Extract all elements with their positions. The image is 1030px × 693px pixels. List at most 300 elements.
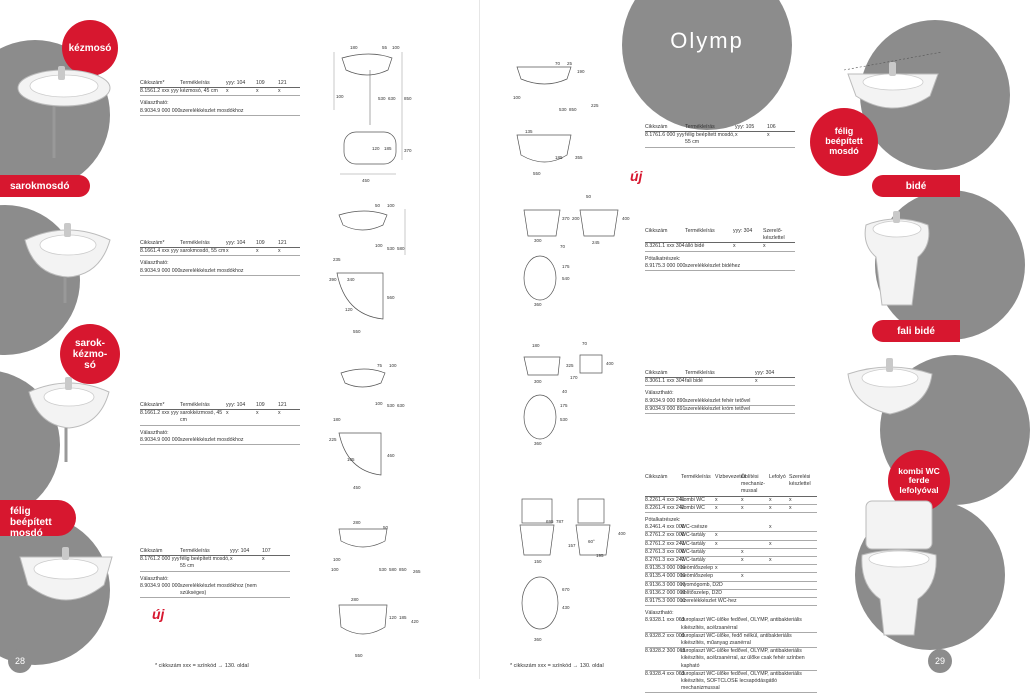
title-circle bbox=[622, 0, 792, 130]
label-feligbeepitett-left bbox=[0, 500, 76, 539]
col-color-1: yyy: 104 bbox=[226, 80, 246, 86]
table-row bbox=[645, 598, 817, 606]
dim-label: 185 bbox=[555, 155, 563, 160]
cell-x: x bbox=[789, 504, 792, 511]
dim-label: 340 bbox=[347, 277, 355, 282]
cell-x: x bbox=[769, 557, 772, 564]
dim-label: 370 bbox=[562, 216, 570, 221]
cell-x bbox=[741, 590, 769, 597]
cell-desc: beömlőszelep bbox=[681, 565, 714, 572]
cell-desc: WC-tartály bbox=[681, 557, 706, 564]
cell-code: 8.1561.2 xxx yyy bbox=[140, 88, 179, 95]
label-feligbeepitett-left-text: félig beépített mosdó bbox=[10, 506, 52, 539]
cell-code: 8.9034.9 000 000 bbox=[140, 436, 181, 443]
parts-label: Pótalkatrészek: bbox=[645, 517, 681, 524]
table-row bbox=[645, 497, 817, 505]
cell-x bbox=[715, 524, 741, 531]
left-page bbox=[0, 0, 480, 679]
photo-kombi bbox=[852, 495, 947, 645]
cell-code: 8.3261.1 xxx 304 bbox=[645, 243, 685, 250]
dim-label: 40 bbox=[562, 389, 568, 394]
table-head bbox=[140, 548, 290, 556]
cell-x: x bbox=[226, 410, 229, 417]
col-color-2: 109 bbox=[256, 402, 265, 408]
cell-code: 8.1661.4 xxx yyy bbox=[140, 248, 179, 255]
table-row bbox=[140, 248, 300, 256]
col-color-1: yyy: 105 bbox=[735, 124, 755, 130]
dim-label: 25 bbox=[567, 61, 573, 66]
table-row bbox=[645, 532, 817, 540]
cell-desc: szerelékkészlet bidéhez bbox=[685, 262, 741, 269]
table-row bbox=[645, 648, 817, 671]
cell-x bbox=[715, 590, 741, 597]
cell-x: x bbox=[278, 410, 281, 417]
cell-x: x bbox=[278, 88, 281, 95]
col-color-1: yyy: 104 bbox=[226, 402, 246, 408]
dim-label: 355 bbox=[575, 155, 583, 160]
footnote-left: * cikkszám xxx = színkód → 130. oldal bbox=[155, 663, 249, 669]
dim-label: 100 bbox=[336, 94, 344, 99]
cell-code: 8.3061.1 xxx 304 bbox=[645, 378, 685, 385]
cell-x: x bbox=[769, 496, 772, 503]
col-color-3: 121 bbox=[278, 240, 287, 246]
label-sarokmosdo bbox=[0, 175, 90, 197]
table-kombi-wc bbox=[645, 474, 817, 693]
cell-desc: szerelékkészlet fehér tetővel bbox=[685, 397, 751, 404]
cell-desc: kézmosó, 45 cm bbox=[180, 88, 218, 95]
brand-title: Olymp bbox=[670, 28, 744, 53]
table-row bbox=[645, 243, 795, 251]
cell-code: 8.9175.3 000 000 bbox=[645, 262, 686, 269]
cell-code: 8.2761.2 xxx 241 bbox=[645, 540, 685, 547]
dim-label: 540 bbox=[562, 276, 570, 281]
dim-label: 185 bbox=[384, 146, 392, 151]
dim-label: 850 bbox=[404, 96, 412, 101]
dim-label: 390 bbox=[329, 277, 337, 282]
cell-x bbox=[769, 573, 789, 580]
col-color-2: 107 bbox=[262, 548, 271, 554]
cell-x bbox=[715, 582, 741, 589]
cell-desc: WC-tartály bbox=[681, 540, 706, 547]
col-termekleiras: Termékleírás bbox=[685, 228, 715, 234]
cell-x bbox=[789, 524, 815, 531]
dim-label: 200 bbox=[572, 216, 580, 221]
col-color-2: 106 bbox=[767, 124, 776, 130]
dim-label: 530 bbox=[378, 96, 386, 101]
col-lefolyo: Lefolyó bbox=[769, 474, 786, 480]
cell-desc: félig beépített mosdó, 55 cm bbox=[180, 556, 230, 570]
table-row bbox=[140, 268, 300, 276]
dim-label: 550 bbox=[353, 329, 361, 334]
col-cikkszam: Cikkszám bbox=[645, 474, 668, 480]
dim-label: 120 bbox=[372, 146, 380, 151]
options-list bbox=[645, 617, 817, 693]
cell-x bbox=[741, 598, 769, 605]
col-cikkszam: Cikkszám* bbox=[140, 402, 165, 408]
opt-label: Választható: bbox=[140, 429, 169, 436]
col-termekleiras: Termékleírás bbox=[685, 370, 715, 376]
cell-x: x bbox=[262, 556, 265, 563]
dim-label: 225 bbox=[591, 103, 599, 108]
cell-code: 8.9135.3 000 000 bbox=[645, 565, 686, 572]
cell-desc: kombi WC bbox=[681, 504, 705, 511]
dim-label: 630 bbox=[397, 403, 405, 408]
table-head bbox=[645, 124, 795, 132]
cell-desc: öblítőszelep, D2D bbox=[681, 589, 722, 596]
col-termekleiras: Termékleírás bbox=[180, 80, 210, 86]
dim-label: 265 bbox=[413, 569, 421, 574]
dim-label: 170 bbox=[570, 375, 578, 380]
table-head bbox=[645, 370, 795, 378]
opt-label: Választható: bbox=[140, 100, 169, 107]
cell-x: x bbox=[278, 248, 281, 255]
opt-label: Választható: bbox=[645, 390, 674, 397]
drawing-sarokkezmoso bbox=[325, 355, 435, 495]
dim-label: 100 bbox=[333, 557, 341, 562]
dim-label: 695 bbox=[546, 519, 554, 524]
dim-label: 135 bbox=[525, 129, 533, 134]
table-row bbox=[645, 398, 795, 406]
cell-desc: duroplaszt WC-ülőke fedővel, OLYMP, antibakteriális kikészítés, SOFTCLOSE lecsapódásgátló mechanizmussal bbox=[681, 670, 802, 692]
opt-label: Választható: bbox=[645, 610, 674, 617]
dim-label: 400 bbox=[622, 216, 630, 221]
cell-code: 8.2461.4 xxx 000 bbox=[645, 524, 685, 531]
cell-x: x bbox=[755, 378, 758, 385]
photo-feligbeepitett-right bbox=[838, 40, 948, 120]
cell-x bbox=[769, 582, 789, 589]
dim-label: 180 bbox=[350, 45, 358, 50]
table-feligbeepitett-right bbox=[645, 124, 795, 148]
opt-label: Pótalkatrészek: bbox=[645, 255, 681, 262]
dim-label: 185 bbox=[399, 615, 407, 620]
label-bide-text: bidé bbox=[905, 181, 927, 192]
drawing-feligbeepitett-left bbox=[325, 515, 435, 665]
table-row bbox=[645, 505, 817, 513]
col-cikkszam: Cikkszám bbox=[645, 228, 668, 234]
cell-x bbox=[769, 532, 789, 539]
dim-label: 400 bbox=[606, 361, 614, 366]
col-termekleiras: Termékleírás bbox=[685, 124, 715, 130]
drawing-bide bbox=[510, 190, 640, 310]
dim-label: 850 bbox=[569, 107, 577, 112]
dim-label: 180 bbox=[333, 417, 341, 422]
cell-desc: álló bidé bbox=[685, 243, 705, 250]
cell-code: 8.2261.4 xxx 242 bbox=[645, 504, 685, 511]
table-row bbox=[645, 565, 817, 573]
cell-code: 8.9328.1 xxx 063 bbox=[645, 617, 685, 624]
dim-label: 100 bbox=[392, 45, 400, 50]
dim-label: 530 bbox=[387, 246, 395, 251]
footnote-right: * cikkszám xxx = színkód → 130. oldal bbox=[510, 663, 604, 669]
dim-label: 370 bbox=[404, 148, 412, 153]
table-row bbox=[645, 573, 817, 581]
dim-label: 120 bbox=[389, 615, 397, 620]
label-falibide bbox=[872, 320, 960, 342]
cell-code: 8.1661.2 xxx yyy bbox=[140, 410, 179, 417]
cell-desc: félig beépített mosdó, 55 cm bbox=[685, 132, 735, 146]
dim-label: 630 bbox=[388, 96, 396, 101]
table-kezmoso bbox=[140, 80, 300, 116]
dim-label: 70 bbox=[555, 61, 561, 66]
cell-code: 8.9328.4 xxx 063 bbox=[645, 670, 685, 677]
dim-label: 280 bbox=[351, 597, 359, 602]
cell-x bbox=[789, 565, 815, 572]
table-row bbox=[140, 583, 290, 598]
cell-desc: szerelékkészlet mosdókhoz bbox=[180, 267, 244, 274]
cell-desc: kombi WC bbox=[681, 496, 705, 503]
cell-x: x bbox=[230, 556, 233, 563]
dim-label: 120 bbox=[345, 307, 353, 312]
col-termekleiras: Termékleírás bbox=[180, 240, 210, 246]
col-termekleiras: Termékleírás bbox=[681, 474, 711, 480]
drawing-kezmoso bbox=[330, 40, 430, 190]
dim-label: 280 bbox=[353, 520, 361, 525]
cell-code: 8.2761.3 xxx 000 bbox=[645, 548, 685, 555]
cell-x: x bbox=[763, 243, 766, 250]
dim-label: 105 bbox=[347, 457, 355, 462]
table-row bbox=[645, 549, 817, 557]
cell-x: x bbox=[256, 88, 259, 95]
cell-x: x bbox=[789, 496, 792, 503]
cell-code: 8.2761.3 xxx 242 bbox=[645, 557, 685, 564]
col-color-3: 121 bbox=[278, 80, 287, 86]
right-page bbox=[480, 0, 960, 692]
dim-label: 235 bbox=[333, 257, 341, 262]
table-bide bbox=[645, 228, 795, 271]
dim-label: 175 bbox=[562, 264, 570, 269]
col-set: Szerelő-készlettel bbox=[763, 228, 785, 242]
photo-falibide bbox=[840, 350, 940, 435]
cell-desc: szerelékkészlet króm tetővel bbox=[685, 405, 751, 412]
dim-label: 75 bbox=[377, 363, 383, 368]
cell-code: 8.1761.6 000 yyy bbox=[645, 132, 685, 139]
dim-label: 157 bbox=[568, 543, 576, 548]
cell-code: 8.9136.3 000 000 bbox=[645, 581, 686, 588]
page-number-right-text: 29 bbox=[934, 656, 945, 666]
cell-code: 8.2761.2 xxx 000 bbox=[645, 532, 685, 539]
cell-x: x bbox=[741, 557, 744, 564]
dim-label: 360 bbox=[534, 441, 542, 446]
opt-label: Választható: bbox=[140, 260, 169, 267]
cell-code: 8.9135.4 000 000 bbox=[645, 573, 686, 580]
table-sarokmosdo bbox=[140, 240, 300, 276]
table-row bbox=[645, 557, 817, 565]
table-head bbox=[140, 402, 300, 410]
drawing-falibide bbox=[510, 335, 640, 450]
col-oblites: Öblítési mechaniz-mussal bbox=[741, 474, 765, 495]
dim-label: 70 bbox=[560, 244, 566, 249]
cell-x bbox=[715, 549, 741, 556]
cell-x: x bbox=[256, 248, 259, 255]
col-cikkszam: Cikkszám bbox=[645, 124, 668, 130]
dim-label: 50 bbox=[586, 194, 592, 199]
cell-desc: sarokkézmosó, 45 cm bbox=[180, 410, 223, 424]
col-cikkszam: Cikkszám* bbox=[140, 240, 165, 246]
dim-label: 300 bbox=[534, 379, 542, 384]
parts-list bbox=[645, 524, 817, 606]
col-color-1: yyy: 104 bbox=[226, 240, 246, 246]
table-row bbox=[645, 582, 817, 590]
col-szerelesi: Szerelési készlettel bbox=[789, 474, 811, 488]
cell-x bbox=[741, 541, 769, 548]
dim-label: 850 bbox=[399, 567, 407, 572]
cell-code: 8.9034.9 000 891 bbox=[645, 405, 686, 412]
cell-x bbox=[789, 590, 815, 597]
dim-label: 530 bbox=[560, 417, 568, 422]
dim-label: 50 bbox=[375, 203, 381, 208]
cell-desc: fali bidé bbox=[685, 378, 703, 385]
dim-label: 530 bbox=[387, 403, 395, 408]
dim-label: 300 bbox=[534, 238, 542, 243]
dim-label: 420 bbox=[411, 619, 419, 624]
photo-kezmoso bbox=[14, 58, 114, 163]
table-row bbox=[645, 541, 817, 549]
cell-code: 8.1761.2 000 yyy bbox=[140, 556, 180, 563]
dim-label: 450 bbox=[362, 178, 370, 183]
drawing-sarokmosdo bbox=[325, 195, 435, 340]
dim-label: 560 bbox=[387, 295, 395, 300]
cell-x bbox=[741, 582, 769, 589]
dim-label: 245 bbox=[592, 240, 600, 245]
table-row bbox=[645, 524, 817, 532]
cell-x: x bbox=[741, 548, 744, 555]
label-bide bbox=[872, 175, 960, 197]
col-termekleiras: Termékleírás bbox=[180, 548, 210, 554]
table-row bbox=[645, 132, 795, 147]
col-vizbevezetes: Vízbevezetés bbox=[715, 474, 747, 480]
cell-code: 8.9034.9 000 000 bbox=[140, 582, 181, 589]
cell-desc: szerelékkészlet mosdókhoz (nem szükséges) bbox=[180, 582, 257, 597]
col-color-1: yyy: 304 bbox=[733, 228, 753, 234]
col-termekleiras: Termékleírás bbox=[180, 402, 210, 408]
cell-x: x bbox=[256, 410, 259, 417]
table-head bbox=[645, 474, 817, 497]
cell-x: x bbox=[741, 573, 744, 580]
table-row bbox=[645, 263, 795, 271]
cell-code: 8.9328.2 xxx 000 bbox=[645, 632, 685, 639]
photo-sarokkezmoso bbox=[24, 370, 114, 470]
label-kezmoso-text: kézmosó bbox=[68, 42, 112, 54]
label-feligbeepitett-right-text: félig beépített mosdó bbox=[825, 126, 863, 156]
label-sarokkezmoso-text: sarok-kézmo-só bbox=[72, 337, 108, 371]
dim-label: 225 bbox=[329, 437, 337, 442]
dim-label: 360 bbox=[534, 637, 542, 642]
cell-x: x bbox=[741, 496, 744, 503]
table-row bbox=[140, 88, 300, 96]
col-color-1: yyy: 104 bbox=[230, 548, 250, 554]
page-number-left bbox=[8, 649, 32, 673]
col-color-2: 109 bbox=[256, 240, 265, 246]
photo-bide bbox=[852, 205, 942, 315]
dim-label: 550 bbox=[355, 653, 363, 658]
cell-x: x bbox=[735, 132, 738, 139]
cell-x: x bbox=[226, 88, 229, 95]
table-feligbeepitett-left bbox=[140, 548, 290, 598]
cell-x bbox=[769, 549, 789, 556]
dim-label: 580 bbox=[389, 567, 397, 572]
photo-feligbeepitett-left bbox=[12, 545, 120, 625]
dim-label: 360 bbox=[534, 302, 542, 307]
table-row bbox=[645, 671, 817, 693]
cell-desc: WC-tartály bbox=[681, 532, 706, 539]
col-color-2: 109 bbox=[256, 80, 265, 86]
cell-x bbox=[789, 598, 815, 605]
cell-x bbox=[789, 573, 815, 580]
dim-label: 195 bbox=[596, 553, 604, 558]
table-head bbox=[140, 240, 300, 248]
cell-desc: szerelékkészlet mosdókhoz bbox=[180, 436, 244, 443]
col-color-1: yyy: 304 bbox=[755, 370, 775, 376]
drawing-kombi bbox=[510, 485, 640, 650]
cell-x bbox=[769, 598, 789, 605]
dim-label: 70 bbox=[582, 341, 588, 346]
cell-desc: duroplaszt WC-ülőke fedővel, OLYMP, antibakteriális kikészítés, acélzsanérral bbox=[681, 617, 802, 631]
cell-x bbox=[715, 557, 741, 564]
cell-x bbox=[715, 598, 741, 605]
cell-x bbox=[789, 582, 815, 589]
dim-label: 60° bbox=[588, 539, 595, 544]
dim-label: 100 bbox=[375, 243, 383, 248]
cell-x: x bbox=[715, 496, 718, 503]
drawing-feligbeepitett-right bbox=[505, 55, 615, 180]
table-row bbox=[140, 410, 300, 425]
cell-code: 8.9034.9 000 000 bbox=[140, 107, 181, 114]
label-sarokmosdo-text: sarokmosdó bbox=[10, 181, 70, 192]
dim-label: 175 bbox=[560, 403, 568, 408]
cell-x: x bbox=[741, 504, 744, 511]
col-cikkszam: Cikkszám bbox=[140, 548, 163, 554]
cell-desc: WC-tartály bbox=[681, 548, 706, 555]
table-falibide bbox=[645, 370, 795, 414]
table-sarokkezmoso bbox=[140, 402, 300, 445]
cell-x bbox=[741, 565, 769, 572]
table-head bbox=[140, 80, 300, 88]
dim-label: 530 bbox=[559, 107, 567, 112]
cell-x: x bbox=[226, 248, 229, 255]
cell-x bbox=[741, 532, 769, 539]
cell-code: 8.9328.2 300 063 bbox=[645, 648, 686, 655]
dim-label: 530 bbox=[379, 567, 387, 572]
cell-desc: szerelékkészlet mosdókhoz bbox=[180, 107, 244, 114]
dim-label: 55 bbox=[382, 45, 388, 50]
dim-label: 100 bbox=[389, 363, 397, 368]
cell-x bbox=[715, 573, 741, 580]
table-head bbox=[645, 228, 795, 243]
cell-desc: nyomógomb, D2D bbox=[681, 581, 723, 588]
dim-label: 100 bbox=[513, 95, 521, 100]
cell-desc: beömlőszelep bbox=[681, 573, 714, 580]
cell-desc: duroplaszt WC-ülőke, fedő nélkül, antibakteriális kikészítés, műanyag zsanérral bbox=[681, 632, 792, 647]
page-number-right bbox=[928, 649, 952, 673]
opt-label: Választható: bbox=[140, 575, 169, 582]
col-color-3: 121 bbox=[278, 402, 287, 408]
cell-x: x bbox=[769, 504, 772, 511]
label-kombi-text: kombi WC ferde lefolyóval bbox=[898, 465, 940, 495]
cell-x bbox=[789, 532, 815, 539]
dim-label: 400 bbox=[618, 531, 626, 536]
dim-label: 100 bbox=[375, 401, 383, 406]
table-row bbox=[645, 633, 817, 648]
table-row bbox=[645, 378, 795, 386]
cell-x: x bbox=[769, 524, 772, 531]
page-number-left-text: 28 bbox=[14, 656, 25, 666]
photo-sarokmosdo bbox=[20, 215, 115, 310]
dim-label: 100 bbox=[331, 567, 339, 572]
cell-desc: WC-csésze bbox=[681, 524, 708, 531]
cell-desc: szerelékkészlet WC-hez bbox=[681, 598, 737, 605]
cell-desc: duroplaszt WC-ülőke fedővel, OLYMP, antibakteriális kikészítés, acélzsanérral, az ülőke csak fehér színben kapható bbox=[681, 648, 805, 669]
cell-code: 8.2261.4 xxx 241 bbox=[645, 496, 685, 503]
